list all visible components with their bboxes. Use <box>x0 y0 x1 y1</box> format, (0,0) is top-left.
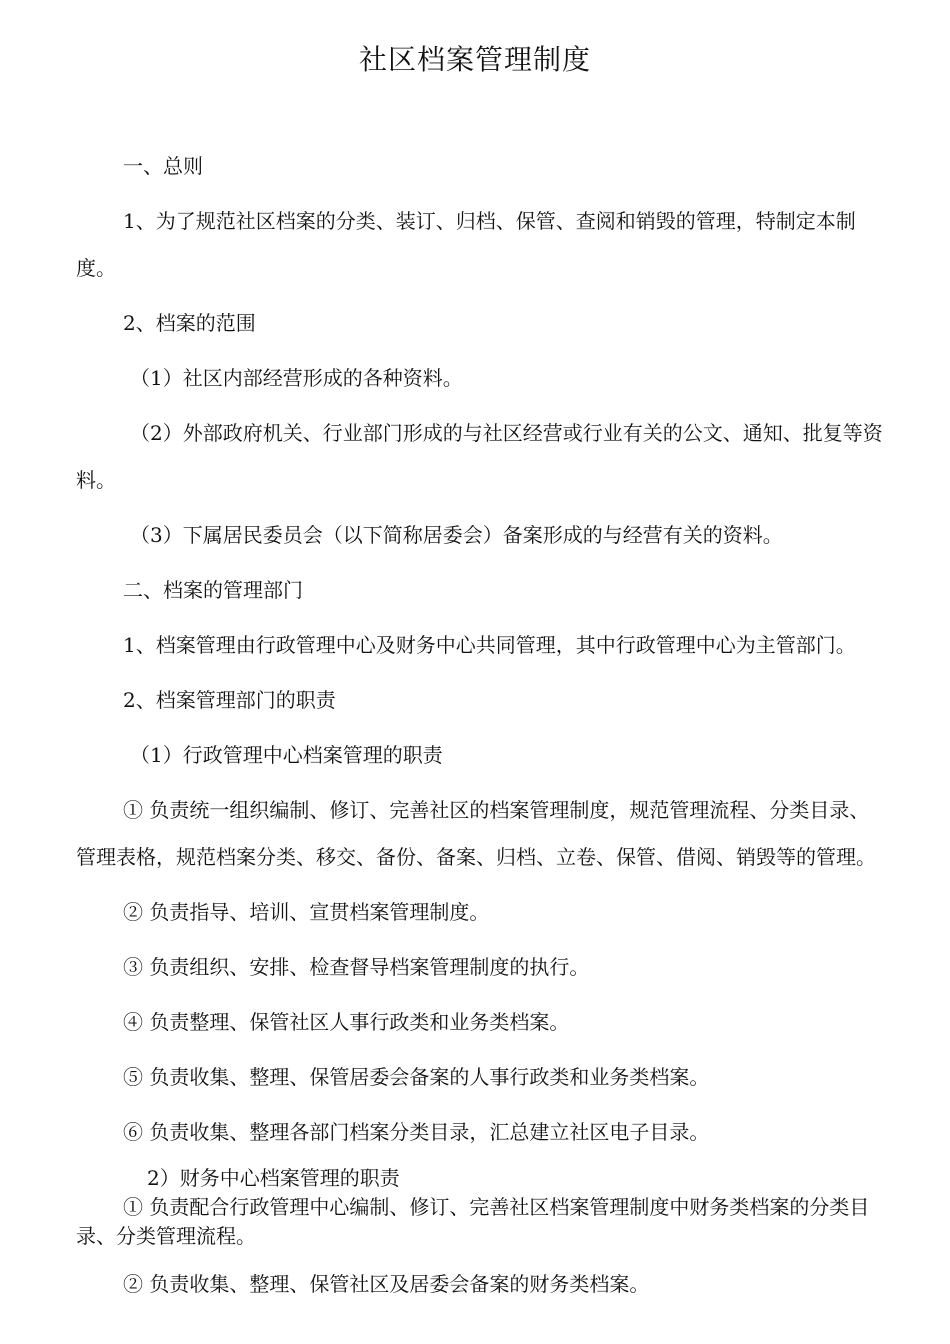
paragraph-duties-heading: 2、档案管理部门的职责 <box>123 688 336 712</box>
paragraph-finance-duty-1: ① 负责配合行政管理中心编制、修订、完善社区档案管理制度中财务类档案的分类目录、分类管理流程。 <box>76 1195 870 1248</box>
section-heading-management-dept: 二、档案的管理部门 <box>123 578 303 602</box>
paragraph-scope-item-2: （2）外部政府机关、行业部门形成的与社区经营或行业有关的公文、通知、批复等资料。 <box>76 421 883 492</box>
paragraph-admin-duty-4: ④ 负责整理、保管社区人事行政类和业务类档案。 <box>123 1010 570 1034</box>
paragraph-admin-duty-1: ① 负责统一组织编制、修订、完善社区的档案管理制度，规范管理流程、分类目录、管理表格，规范档案分类、移交、备份、备案、归档、立卷、保管、借阅、销毁等的管理。 <box>76 798 876 869</box>
paragraph-admin-duty-3: ③ 负责组织、安排、检查督导档案管理制度的执行。 <box>123 955 590 979</box>
paragraph-scope-item-1: （1）社区内部经营形成的各种资料。 <box>130 366 463 390</box>
paragraph-purpose: 1、为了规范社区档案的分类、装订、归档、保管、查阅和销毁的管理，特制定本制度。 <box>76 209 856 280</box>
paragraph-admin-duty-6: ⑥ 负责收集、整理各部门档案分类目录，汇总建立社区电子目录。 <box>123 1120 710 1144</box>
paragraph-finance-duties-heading: 2）财务中心档案管理的职责 <box>147 1166 400 1190</box>
paragraph-admin-duty-2: ② 负责指导、培训、宣贯档案管理制度。 <box>123 900 490 924</box>
paragraph-scope-item-3: （3）下属居民委员会（以下简称居委会）备案形成的与经营有关的资料。 <box>130 523 783 547</box>
paragraph-management-main: 1、档案管理由行政管理中心及财务中心共同管理，其中行政管理中心为主管部门。 <box>123 633 856 657</box>
document-body <box>76 143 886 1316</box>
paragraph-admin-duties-heading: （1）行政管理中心档案管理的职责 <box>130 743 443 767</box>
paragraph-finance-duty-2: ② 负责收集、整理、保管社区及居委会备案的财务类档案。 <box>123 1272 650 1296</box>
paragraph-scope-heading: 2、档案的范围 <box>123 311 256 335</box>
paragraph-admin-duty-5: ⑤ 负责收集、整理、保管居委会备案的人事行政类和业务类档案。 <box>123 1065 710 1089</box>
section-heading-general: 一、总则 <box>123 154 203 178</box>
document-title: 社区档案管理制度 <box>358 43 591 76</box>
